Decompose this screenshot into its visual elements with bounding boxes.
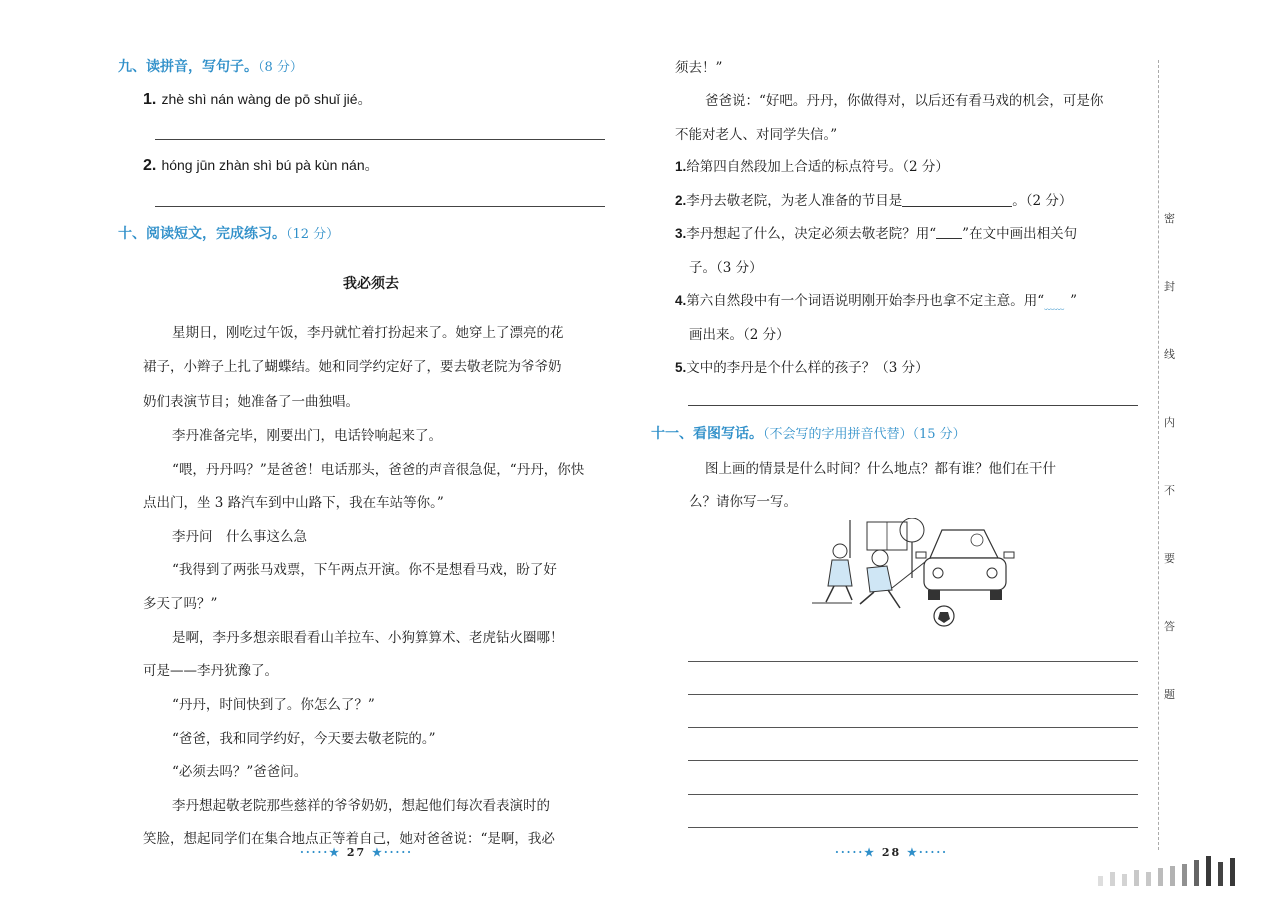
seal-dashed-line (1158, 60, 1159, 850)
wavy-line-mark: ﹏﹏ (1044, 301, 1065, 312)
writing-line[interactable] (688, 694, 1138, 695)
tree-icon (900, 518, 924, 542)
passage-line: “丹丹，时间快到了。你怎么了？” (172, 697, 375, 713)
seal-char: 线 (1164, 348, 1175, 361)
girl-icon (826, 544, 852, 602)
writing-line[interactable] (688, 727, 1138, 728)
answer-blank[interactable] (902, 206, 1012, 207)
passage-line: 是啊，李丹多想亲眼看看山羊拉车、小狗算算术、老虎钻火圈哪！ (172, 630, 564, 646)
seal-char: 封 (1164, 280, 1175, 293)
question-5: 5.文中的李丹是个什么样的孩子？（3 分） (675, 360, 929, 376)
passage-line: 多天了吗？” (143, 596, 218, 612)
writing-line[interactable] (688, 827, 1138, 828)
soccer-ball-icon (934, 606, 954, 626)
watermark-logo (1098, 852, 1248, 886)
passage-line: “我得到了两张马戏票，下午两点开演。你不是想看马戏，盼了好 (172, 562, 557, 578)
writing-line[interactable] (688, 661, 1138, 662)
question-2: 2.李丹去敬老院，为老人准备的节目是 。（2 分） (675, 193, 1073, 209)
seal-char: 不 (1164, 484, 1175, 497)
passage-continued-line: 不能对老人、对同学失信。” (675, 127, 838, 143)
passage-line: 李丹准备完毕，刚要出门，电话铃响起来了。 (172, 428, 442, 444)
passage-line: 点出门，坐 3 路汽车到中山路下，我在车站等你。” (143, 495, 444, 511)
car-icon (916, 530, 1014, 600)
seal-char: 密 (1164, 212, 1175, 225)
seal-char: 要 (1164, 552, 1175, 565)
passage-title: 我必须去 (343, 276, 399, 292)
question-1: 1.给第四自然段加上合适的标点符号。（2 分） (675, 159, 949, 175)
passage-line: “喂，丹丹吗？”是爸爸！电话那头，爸爸的声音很急促，“丹丹，你快 (172, 462, 585, 478)
question-4-cont: 画出来。（2 分） (689, 327, 790, 343)
writing-line[interactable] (688, 794, 1138, 795)
question-4: 4.第六自然段中有一个词语说明刚开始李丹也拿不定主意。用“﹏﹏ ” (675, 293, 1078, 312)
q9-item-1: 1. zhè shì nán wàng de pō shuǐ jié。 (143, 91, 372, 108)
page-number-right: ·····★ 28 ★····· (835, 846, 948, 859)
passage-line: 笑脸，想起同学们在集合地点正等着自己，她对爸爸说：“是啊，我必 (143, 831, 555, 847)
passage-line: “爸爸，我和同学约好，今天要去敬老院的。” (172, 731, 436, 747)
passage-line: 星期日，刚吃过午饭，李丹就忙着打扮起来了。她穿上了漂亮的花 (172, 325, 564, 341)
q10-heading: 十、阅读短文，完成练习。（12 分） (118, 226, 340, 242)
passage-line: “必须去吗？”爸爸问。 (172, 764, 308, 780)
answer-line[interactable] (688, 405, 1138, 406)
illustration-street-scene (812, 518, 1022, 633)
seal-char: 题 (1164, 688, 1175, 701)
passage-line: 裙子，小辫子上扎了蝴蝶结。她和同学约定好了，要去敬老院为爷爷奶 (143, 359, 562, 375)
passage-line: 李丹问 什么事这么急 (172, 529, 307, 545)
passage-line: 可是——李丹犹豫了。 (143, 663, 278, 679)
page-number-left: ·····★ 27 ★····· (300, 846, 413, 859)
writing-line[interactable] (155, 139, 605, 140)
writing-line[interactable] (688, 760, 1138, 761)
passage-continued-line: 爸爸说：“好吧。丹丹，你做得对，以后还有看马戏的机会，可是你 (705, 93, 1104, 109)
passage-line: 李丹想起敬老院那些慈祥的爷爷奶奶，想起他们每次看表演时的 (172, 798, 550, 814)
question-3-cont: 子。（3 分） (689, 260, 763, 276)
seal-char: 答 (1164, 620, 1175, 633)
q11-heading: 十一、看图写话。（不会写的字用拼音代替）（15 分） (651, 426, 966, 442)
question-3: 3.李丹想起了什么，决定必须去敬老院？用“ ”在文中画出相关句 (675, 226, 1078, 242)
q11-prompt-line: 图上画的情景是什么时间？什么地点？都有谁？他们在干什 (705, 461, 1056, 477)
passage-line: 奶们表演节目；她准备了一曲独唱。 (143, 394, 359, 410)
q9-item-2: 2. hóng jūn zhàn shì bú pà kùn nán。 (143, 157, 379, 174)
underline-mark (936, 238, 962, 239)
q9-heading: 九、读拼音，写句子。（8 分） (118, 59, 303, 75)
boy-icon (860, 550, 900, 608)
writing-line[interactable] (155, 206, 605, 207)
q11-prompt-line: 么？请你写一写。 (689, 494, 797, 510)
seal-char: 内 (1164, 416, 1175, 429)
passage-continued-line: 须去！” (675, 60, 723, 76)
